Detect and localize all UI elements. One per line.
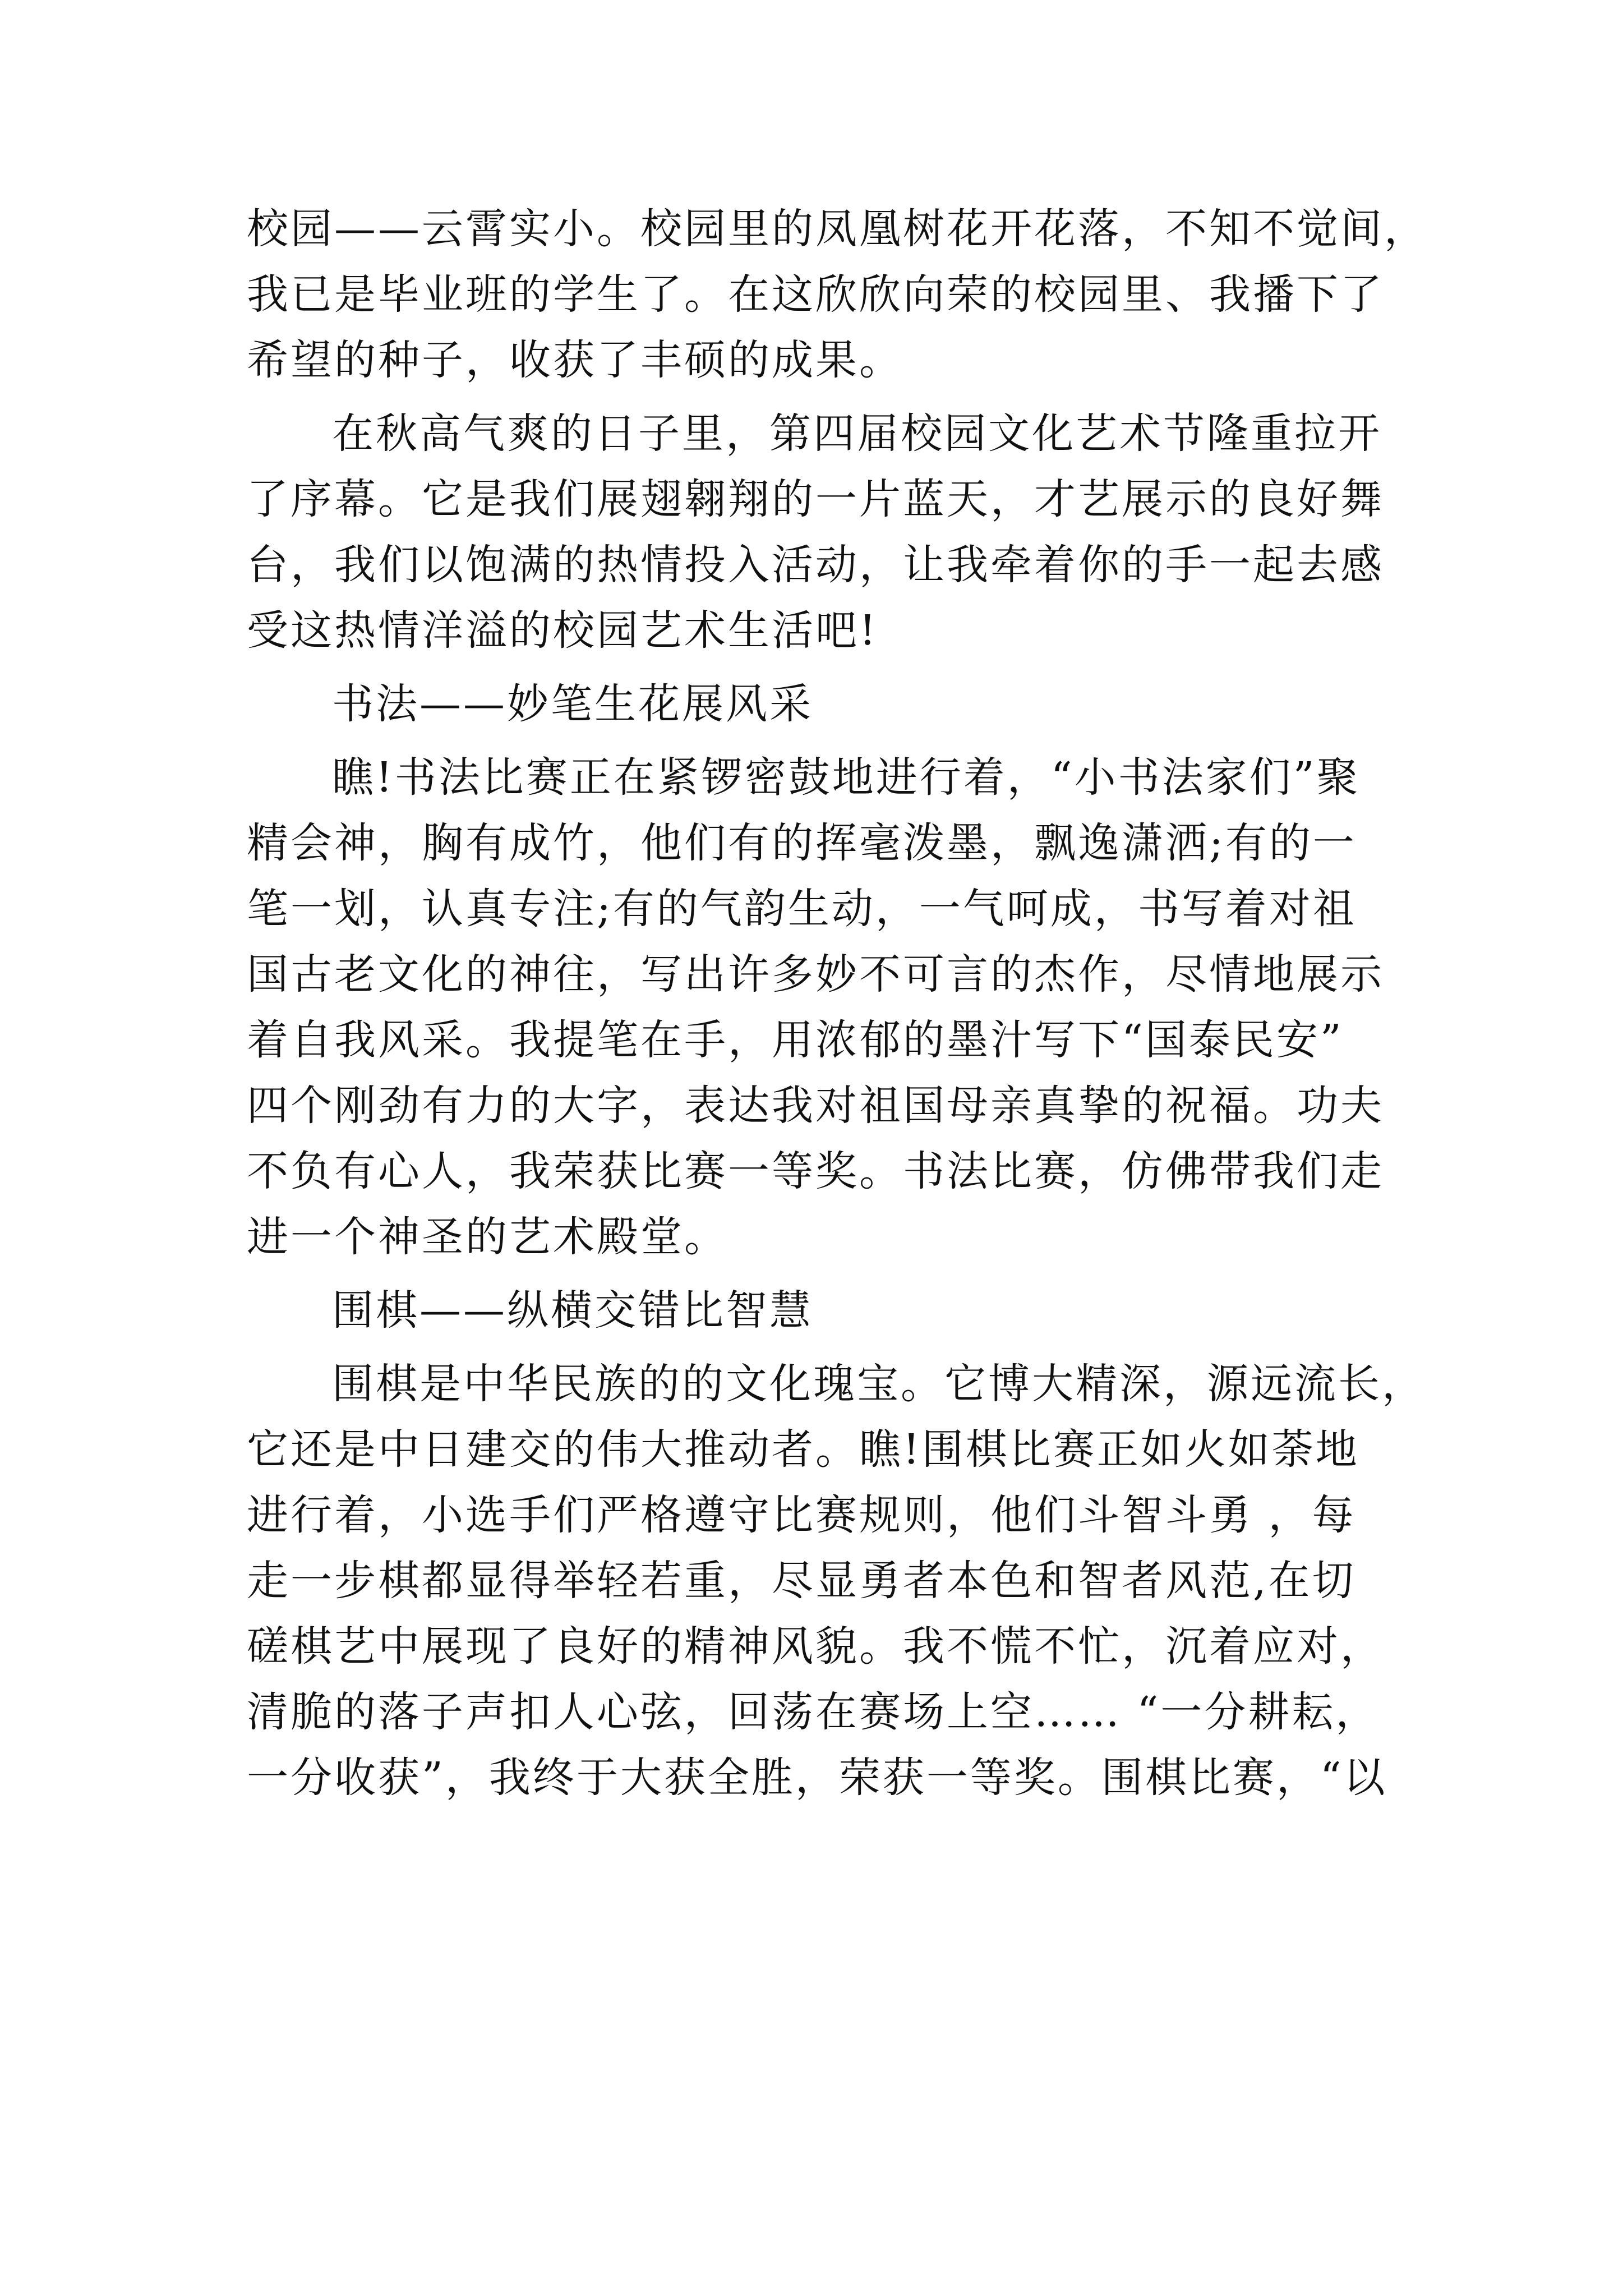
paragraph-line: 台，我们以饱满的热情投入活动，让我牵着你的手一起去感	[247, 541, 1384, 589]
paragraph-line: 它还是中日建交的伟大推动者。瞧!围棋比赛正如火如荼地	[247, 1425, 1359, 1474]
paragraph-first-line: 围棋是中华民族的的文化瑰宝。它博大精深，源远流长，	[332, 1360, 1426, 1408]
paragraph-line: 着自我风采。我提笔在手，用浓郁的墨汁写下“国泰民安”	[247, 1016, 1344, 1064]
paragraph-line: 笔一划，认真专注;有的气韵生动，一气呵成，书写着对祖	[247, 885, 1357, 933]
paragraph-line: 走一步棋都显得举轻若重，尽显勇者本色和智者风范,在切	[247, 1557, 1356, 1605]
paragraph-line: 国古老文化的神往，写出许多妙不可言的杰作，尽情地展示	[247, 950, 1384, 999]
section-heading-go: 围棋——纵横交错比智慧	[332, 1286, 813, 1335]
paragraph-line: 清脆的落子声扣人心弦，回荡在赛场上空…… “一分耕耘，	[247, 1688, 1380, 1736]
section-heading-calligraphy: 书法——妙笔生花展风采	[332, 680, 813, 728]
paragraph-line: 四个刚劲有力的大字，表达我对祖国母亲真挚的祝福。功夫	[247, 1082, 1384, 1130]
paragraph-line: 我已是毕业班的学生了。在这欣欣向荣的校园里、我播下了	[247, 270, 1384, 319]
paragraph-line: 了序幕。它是我们展翅翱翔的一片蓝天，才艺展示的良好舞	[247, 475, 1384, 523]
paragraph-line: 一分收获”，我终于大获全胜，荣获一等奖。围棋比赛，“以	[247, 1754, 1387, 1802]
paragraph-gap	[247, 1343, 1368, 1351]
paragraph-line: 磋棋艺中展现了良好的精神风貌。我不慌不忙，沉着应对，	[247, 1622, 1384, 1671]
paragraph-first-line: 在秋高气爽的日子里，第四届校园文化艺术节隆重拉开	[332, 409, 1382, 458]
paragraph-first-line: 瞧!书法比赛正在紧锣密鼓地进行着，“小书法家们”聚	[332, 753, 1361, 802]
paragraph-line: 受这热情洋溢的校园艺术生活吧!	[247, 606, 878, 655]
paragraph-line: 进行着，小选手们严格遵守比赛规则，他们斗智斗勇 ，每	[247, 1491, 1356, 1539]
paragraph-gap	[247, 664, 1368, 671]
paragraph-line: 精会神，胸有成竹，他们有的挥毫泼墨，飘逸潇洒;有的一	[247, 819, 1357, 867]
paragraph-gap	[247, 1270, 1368, 1278]
paragraph-gap	[247, 737, 1368, 745]
document-body	[247, 196, 1428, 1811]
paragraph-line: 校园——云霄实小。校园里的凤凰树花开花落，不知不觉间，	[247, 205, 1428, 253]
paragraph-line: 希望的种子，收获了丰硕的成果。	[247, 336, 903, 384]
paragraph-gap	[247, 393, 1368, 401]
paragraph-line: 进一个神圣的艺术殿堂。	[247, 1213, 728, 1261]
paragraph-line: 不负有心人，我荣获比赛一等奖。书法比赛，仿佛带我们走	[247, 1147, 1384, 1195]
